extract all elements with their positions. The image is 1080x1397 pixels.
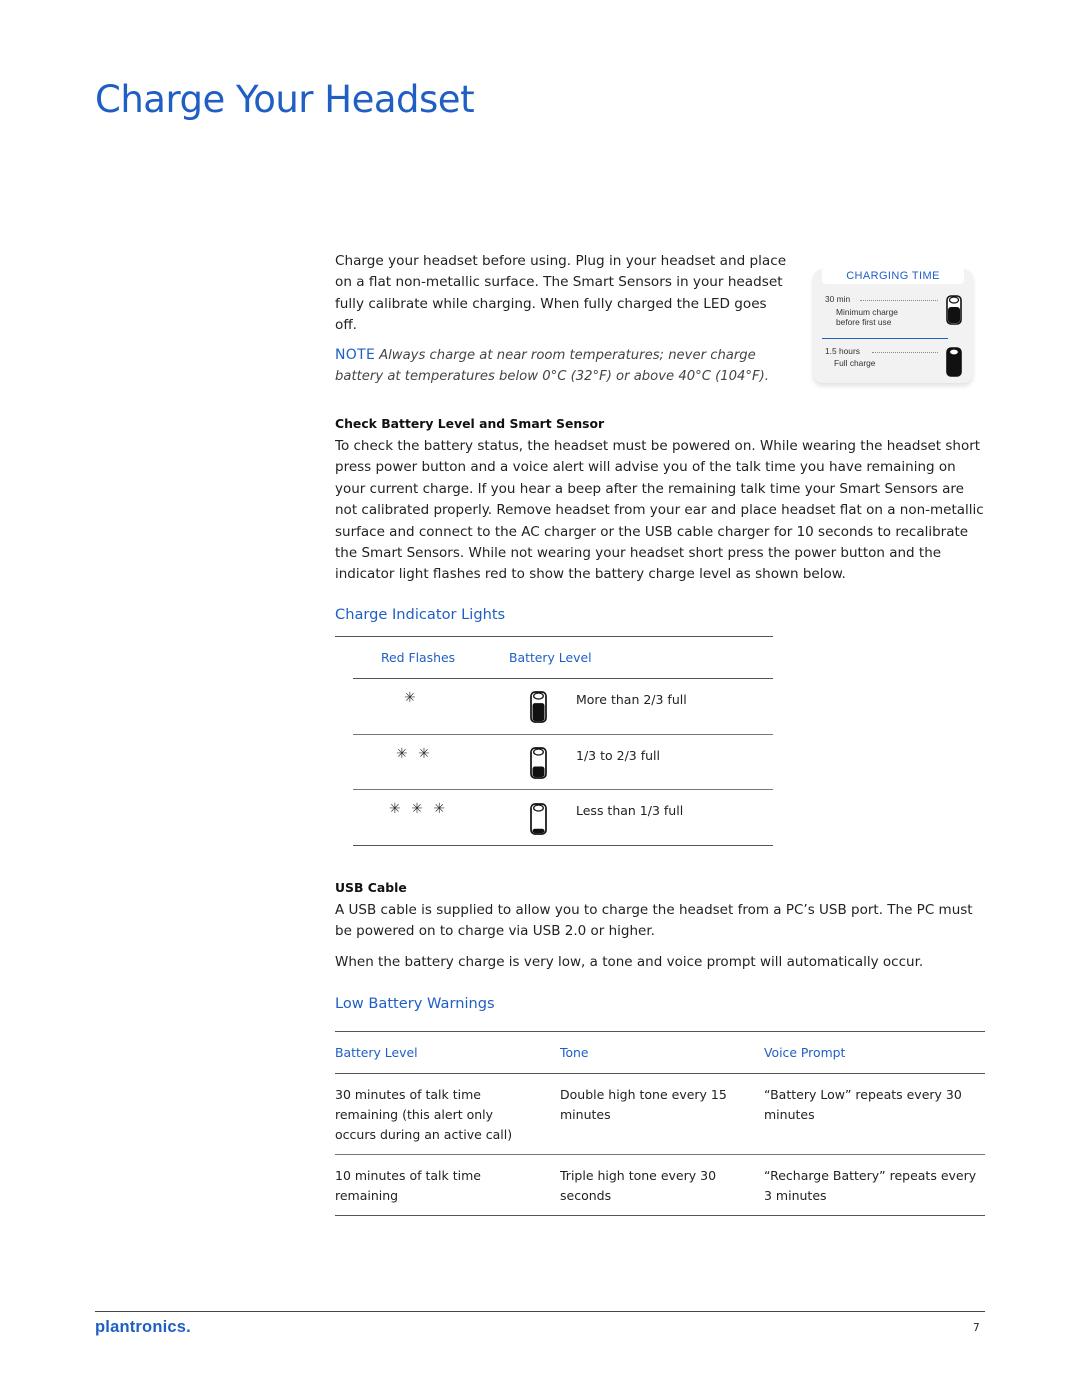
battery-level-text: More than 2/3 full — [576, 692, 687, 707]
table-row-rule — [353, 789, 773, 790]
battery-level-icon — [530, 745, 547, 783]
warning-level-cell: 30 minutes of talk time remaining (this alert only occurs during an active call) — [335, 1087, 513, 1142]
charging-row-time: 30 min — [825, 294, 851, 304]
battery-level-text: Less than 1/3 full — [576, 803, 684, 818]
warning-prompt-cell: “Battery Low” repeats every 30 minutes — [764, 1087, 962, 1122]
battery-fill — [533, 767, 545, 778]
card-divider — [822, 338, 948, 339]
footer-rule — [95, 1311, 985, 1312]
column-header-red-flashes: Red Flashes — [381, 650, 456, 665]
red-flash-indicator: ✳ ✳ — [396, 746, 433, 762]
charging-row-label-line: Minimum charge — [836, 307, 898, 317]
table-header-rule — [353, 678, 773, 679]
indicator-lights-heading: Charge Indicator Lights — [335, 606, 506, 623]
table-row-rule — [353, 734, 773, 735]
table-header-rule — [335, 1073, 985, 1074]
red-flash-indicator: ✳ ✳ ✳ — [389, 801, 449, 817]
warning-prompt-cell: “Recharge Battery” repeats every 3 minutes — [764, 1168, 977, 1203]
charging-time-title: CHARGING TIME — [822, 268, 964, 284]
warning-tone-cell: Triple high tone every 30 seconds — [560, 1168, 717, 1203]
low-battery-heading: Low Battery Warnings — [335, 995, 495, 1012]
charging-row-time: 1.5 hours — [825, 346, 860, 356]
table-row-rule — [335, 1154, 985, 1155]
leader-dots — [860, 300, 938, 301]
battery-level-icon — [530, 801, 547, 839]
battery-icon — [530, 689, 547, 723]
page-title: Charge Your Headset — [95, 78, 475, 121]
battery-check-heading: Check Battery Level and Smart Sensor — [335, 416, 605, 431]
battery-icon — [530, 745, 547, 779]
battery-level-text: 1/3 to 2/3 full — [576, 748, 660, 763]
battery-full-icon — [946, 345, 962, 377]
intro-paragraph: Charge your headset before using. Plug in your headset and place on a flat non-metallic surface. The Smart Sensors in your headset fully calibrate while charging. When fully charged the LED goes off. — [335, 253, 787, 334]
table-top-rule — [335, 636, 773, 637]
battery-icon — [530, 801, 547, 835]
battery-cap — [534, 805, 544, 811]
battery-fill — [533, 829, 545, 833]
note-keyword: NOTE — [335, 347, 376, 363]
plantronics-logo: plantronics. — [95, 1318, 191, 1336]
column-header-tone: Tone — [560, 1045, 589, 1060]
charging-row-label: Full charge — [834, 358, 876, 368]
warning-tone-cell: Double high tone every 15 minutes — [560, 1087, 727, 1122]
warning-level-cell: 10 minutes of talk time remaining — [335, 1168, 481, 1203]
battery-fill — [533, 703, 545, 721]
page-number: 7 — [973, 1322, 980, 1334]
table-bottom-rule — [335, 1215, 985, 1216]
charging-row-label-line: before first use — [836, 317, 892, 327]
red-flash-indicator: ✳ — [404, 690, 419, 706]
column-header-voice-prompt: Voice Prompt — [764, 1045, 846, 1060]
note-text: Always charge at near room temperatures; never charge battery at temperatures below 0°C (32°F) or above 40°C (104°F). — [335, 348, 769, 385]
table-top-rule — [335, 1031, 985, 1032]
low-battery-note: When the battery charge is very low, a tone and voice prompt will automatically occur. — [335, 954, 924, 970]
table-bottom-rule — [353, 845, 773, 846]
battery-cap — [534, 693, 544, 699]
column-header-battery-level: Battery Level — [335, 1045, 418, 1060]
usb-heading: USB Cable — [335, 880, 407, 895]
charging-row-label — [836, 307, 898, 327]
battery-check-body: To check the battery status, the headset must be powered on. While wearing the headset short press power button and a voice alert will advise you of the talk time you have remaining on your current charge. If you hear a beep after the remaining talk time your Smart Sensors are not calibrated properly. Remove headset from your ear and place headset flat on a non-metallic surface and connect to the AC charger or the USB cable charger for 10 seconds to recalibrate the Smart Sensors. While not wearing your headset short press the power button and the indicator light flashes red to show the battery charge level as shown below. — [335, 438, 984, 583]
column-header-battery-level: Battery Level — [509, 650, 592, 665]
battery-level-icon — [530, 689, 547, 727]
usb-body: A USB cable is supplied to allow you to charge the headset from a PC’s USB port. The PC must be powered on to charge via USB 2.0 or higher. — [335, 902, 973, 940]
battery-low-icon — [946, 293, 962, 325]
leader-dots — [872, 352, 938, 353]
note-paragraph — [335, 345, 790, 388]
battery-cap — [534, 749, 544, 755]
